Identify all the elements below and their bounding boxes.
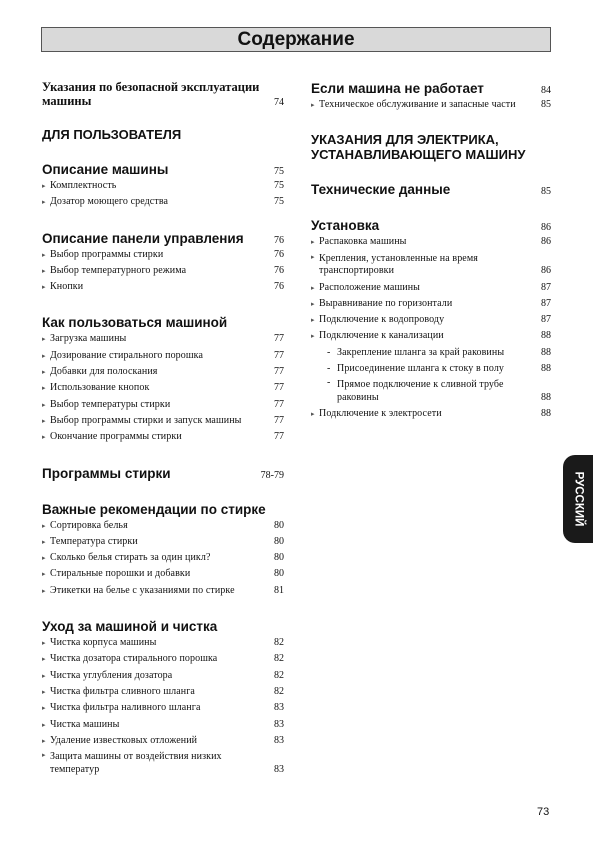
- entry-text: Загрузка машины: [50, 333, 127, 345]
- section-title: Установка: [311, 218, 380, 234]
- section-title: ДЛЯ ПОЛЬЗОВАТЕЛЯ: [42, 127, 182, 142]
- entry-label: [42, 331, 126, 347]
- section-title: Уход за машиной и чистка: [42, 619, 218, 635]
- entry-page: 83: [274, 702, 284, 714]
- toc-entry: [42, 194, 284, 210]
- bullet-icon: ▸: [42, 671, 46, 680]
- toc-entry: [42, 348, 284, 364]
- entry-label: [311, 280, 420, 296]
- entry-page: 82: [274, 685, 284, 697]
- entry-text: Выбор температуры стирки: [50, 398, 171, 410]
- bullet-icon: ▸: [42, 384, 46, 393]
- bullet-icon: ▸: [42, 554, 46, 563]
- entry-text: Крепления, установленные на время транспортировки: [319, 252, 478, 277]
- toc-section: [42, 80, 284, 108]
- bullet-icon: ▸: [311, 332, 315, 341]
- section-title: Важные рекомендации по стирке: [42, 501, 266, 517]
- entry-label: [42, 279, 83, 295]
- entry-label: [42, 566, 190, 582]
- entry-text: Комплектность: [50, 180, 117, 191]
- toc-entry: [42, 566, 284, 582]
- entry-label: [311, 361, 504, 377]
- entry-page: 88: [541, 408, 551, 420]
- bullet-icon: ▸: [42, 250, 46, 259]
- bullet-icon: ▸: [42, 182, 46, 190]
- bullet-icon: ▸: [42, 368, 46, 377]
- entry-text: Чистка фильтра сливного шланга: [50, 685, 195, 697]
- entry-text: Подключение к водопроводу: [319, 314, 445, 326]
- section-title: Описание панели управления: [42, 230, 244, 246]
- toc-entry: [42, 651, 284, 667]
- entry-label: [42, 380, 149, 396]
- entry-page: 83: [274, 734, 284, 746]
- entry-label: [42, 364, 158, 380]
- toc-entry: [42, 263, 284, 279]
- entry-text: Закрепление шланга за край раковины: [337, 346, 505, 358]
- entry-label: [311, 234, 406, 250]
- entry-text: Температура стирки: [50, 535, 138, 547]
- toc-entry: [42, 413, 284, 429]
- toc-entry: [42, 700, 284, 716]
- bullet-icon: ▸: [42, 736, 46, 745]
- toc-entry: [42, 717, 284, 733]
- entry-page: 82: [274, 637, 284, 649]
- bullet-icon: ▸: [42, 570, 46, 579]
- language-tab-label: РУССКИЙ: [572, 471, 584, 527]
- bullet-icon: ▸: [42, 433, 46, 442]
- entry-label: [42, 348, 203, 364]
- section-page: 75: [274, 166, 284, 177]
- toc-section: [311, 181, 551, 198]
- entry-label: [311, 377, 535, 406]
- entry-label: [42, 583, 235, 599]
- entry-page: 88: [541, 346, 551, 358]
- entry-text: Сортировка белья: [50, 519, 128, 531]
- toc-entry: [42, 279, 284, 295]
- entry-label: [42, 550, 211, 566]
- section-heading: [42, 230, 284, 247]
- bullet-icon: ▸: [311, 101, 315, 109]
- entry-text: Чистка фильтра наливного шланга: [50, 702, 201, 714]
- entry-label: [42, 397, 170, 413]
- bullet-icon: ▸: [42, 537, 46, 546]
- section-heading: [42, 80, 284, 108]
- toc-entry: [42, 583, 284, 599]
- section-heading: [311, 217, 551, 234]
- section-title: Описание машины: [42, 162, 169, 177]
- entry-label: [42, 194, 168, 210]
- toc-entry: [311, 345, 551, 361]
- entry-text: Чистка машины: [50, 718, 120, 730]
- bullet-icon: ▸: [42, 400, 46, 409]
- section-heading: [42, 314, 284, 331]
- bullet-icon: ▸: [42, 198, 46, 207]
- toc-section: [42, 618, 284, 778]
- toc-entry: [42, 518, 284, 534]
- section-page: 85: [541, 186, 551, 198]
- entry-page: 77: [274, 414, 284, 426]
- entry-text: Выбор программы стирки и запуск машины: [50, 414, 242, 426]
- entry-label: [42, 668, 172, 684]
- entry-text: Подключение к канализации: [319, 330, 444, 342]
- entry-text: Чистка углубления дозатора: [50, 669, 173, 681]
- entry-text: Кнопки: [50, 281, 84, 293]
- language-tab: [563, 455, 593, 543]
- entry-label: [42, 413, 242, 429]
- entry-label: [311, 97, 516, 113]
- entry-page: 77: [274, 333, 284, 345]
- entry-page: 75: [274, 180, 284, 191]
- toc-section: [311, 80, 551, 113]
- toc-section: [311, 132, 551, 162]
- entry-label: [311, 251, 535, 280]
- toc-entry: [311, 406, 551, 422]
- entry-page: 75: [274, 196, 284, 208]
- page-number: 73: [537, 806, 550, 818]
- entry-text: Стиральные порошки и добавки: [50, 568, 191, 580]
- toc-entry: [42, 247, 284, 263]
- entry-label: [42, 749, 268, 778]
- toc-entry: [42, 684, 284, 700]
- entry-text: Выравнивание по горизонтали: [319, 297, 453, 309]
- bullet-icon: ▸: [42, 639, 46, 648]
- toc-entry: [42, 668, 284, 684]
- entry-page: 83: [274, 718, 284, 730]
- toc-column-right: [311, 80, 551, 442]
- bullet-icon: ▸: [311, 410, 315, 419]
- toc-entry: [42, 178, 284, 194]
- entry-page: 80: [274, 519, 284, 531]
- bullet-icon: ▸: [311, 238, 315, 247]
- entry-page: 88: [541, 363, 551, 375]
- entry-page: 81: [274, 584, 284, 596]
- toc-section: [42, 465, 284, 482]
- entry-page: 87: [541, 297, 551, 309]
- dash-bullet-icon: -: [327, 363, 331, 375]
- section-heading: [42, 127, 284, 142]
- entry-page: 83: [274, 763, 284, 775]
- section-page: 76: [274, 234, 284, 246]
- entry-label: [42, 518, 128, 534]
- entry-text: Дозатор моющего средства: [50, 196, 169, 208]
- entry-page: 80: [274, 535, 284, 547]
- entry-page: 85: [541, 99, 551, 110]
- section-heading: [42, 618, 284, 635]
- toc-entry: [42, 733, 284, 749]
- entry-text: Чистка дозатора стирального порошка: [50, 653, 218, 665]
- entry-label: [42, 247, 163, 263]
- section-heading: [42, 161, 284, 178]
- section-title: Если машина не работает: [311, 81, 484, 96]
- entry-page: 77: [274, 366, 284, 378]
- toc-section: [42, 161, 284, 211]
- section-heading: [311, 132, 551, 162]
- section-heading: [42, 465, 284, 482]
- entry-label: [311, 406, 442, 422]
- entry-page: 86: [541, 265, 551, 277]
- toc-entry: [42, 749, 284, 778]
- section-title: Указания по безопасной эксплуатации машины: [42, 80, 260, 108]
- entry-page: 77: [274, 431, 284, 443]
- entry-label: [42, 733, 197, 749]
- entry-text: Выбор температурного режима: [50, 264, 187, 276]
- bullet-icon: ▸: [42, 687, 46, 696]
- bullet-icon: ▸: [42, 751, 46, 760]
- entry-text: Выбор программы стирки: [50, 248, 164, 260]
- entry-text: Дозирование стирального порошка: [50, 349, 204, 361]
- entry-label: [42, 700, 201, 716]
- bullet-icon: ▸: [42, 704, 46, 713]
- toc-section: [42, 501, 284, 599]
- entry-text: Использование кнопок: [50, 382, 150, 394]
- toc-section: [42, 127, 284, 142]
- toc-section: [42, 314, 284, 445]
- entry-text: Распаковка машины: [319, 236, 407, 248]
- toc-entry: [311, 328, 551, 344]
- entry-page: 80: [274, 568, 284, 580]
- bullet-icon: ▸: [42, 586, 46, 595]
- entry-text: Сколько белья стирать за один цикл?: [50, 552, 211, 564]
- dash-bullet-icon: -: [327, 346, 331, 358]
- section-heading: [42, 501, 284, 518]
- section-page: 78-79: [260, 469, 284, 481]
- entry-text: Присоединение шланга к стоку в полу: [337, 363, 505, 375]
- entry-label: [311, 296, 452, 312]
- bullet-icon: ▸: [42, 351, 46, 360]
- bullet-icon: ▸: [311, 283, 315, 292]
- toc-entry: [42, 534, 284, 550]
- section-title: Технические данные: [311, 182, 451, 198]
- entry-text: Чистка корпуса машины: [50, 637, 157, 649]
- entry-text: Подключение к электросети: [319, 408, 442, 420]
- bullet-icon: ▸: [311, 299, 315, 308]
- entry-page: 80: [274, 552, 284, 564]
- entry-label: [42, 635, 156, 651]
- toc-entry: [311, 234, 551, 250]
- bullet-icon: ▸: [42, 335, 46, 344]
- entry-page: 76: [274, 281, 284, 293]
- entry-page: 88: [541, 392, 551, 404]
- entry-page: 76: [274, 248, 284, 260]
- toc-entry: [42, 380, 284, 396]
- toc-entry: [311, 312, 551, 328]
- entry-text: Защита машины от воздействия низких температур: [50, 751, 222, 775]
- bullet-icon: ▸: [311, 316, 315, 325]
- entry-label: [42, 717, 119, 733]
- toc-entry: [42, 550, 284, 566]
- section-page: 74: [274, 97, 284, 108]
- entry-label: [42, 263, 186, 279]
- entry-page: 77: [274, 349, 284, 361]
- toc-section: [42, 230, 284, 296]
- section-page: 84: [541, 85, 551, 96]
- entry-text: Удаление известковых отложений: [50, 734, 198, 746]
- section-page: 86: [541, 222, 551, 234]
- toc-section: [311, 217, 551, 422]
- section-heading: [311, 80, 551, 97]
- bullet-icon: ▸: [42, 266, 46, 275]
- entry-page: 86: [541, 236, 551, 248]
- section-title: Как пользоваться машиной: [42, 315, 228, 331]
- entry-label: [42, 429, 182, 445]
- toc-entry: [311, 296, 551, 312]
- entry-text: Прямое подключение к сливной трубе раковины: [337, 379, 504, 403]
- entry-label: [311, 312, 444, 328]
- entry-label: [42, 684, 195, 700]
- section-title: УКАЗАНИЯ ДЛЯ ЭЛЕКТРИКА, УСТАНАВЛИВАЮЩЕГО МАШИНУ: [311, 132, 526, 163]
- entry-page: 77: [274, 398, 284, 410]
- entry-text: Расположение машины: [319, 281, 420, 293]
- bullet-icon: ▸: [42, 655, 46, 664]
- entry-label: [42, 178, 116, 194]
- toc-entry: [42, 331, 284, 347]
- toc-entry: [42, 635, 284, 651]
- entry-label: [42, 651, 217, 667]
- entry-page: 87: [541, 281, 551, 293]
- toc-entry: [311, 280, 551, 296]
- toc-entry: [311, 251, 551, 280]
- dash-bullet-icon: -: [327, 377, 331, 389]
- entry-text: Этикетки на белье с указаниями по стирке: [50, 584, 235, 596]
- toc-entry: [42, 397, 284, 413]
- section-heading: [311, 181, 551, 198]
- toc-entry: [42, 429, 284, 445]
- toc-entry: [42, 364, 284, 380]
- toc-entry: [311, 97, 551, 113]
- entry-page: 77: [274, 382, 284, 394]
- page-title: Содержание: [41, 27, 551, 52]
- bullet-icon: ▸: [42, 521, 46, 530]
- entry-page: 82: [274, 653, 284, 665]
- bullet-icon: ▸: [42, 416, 46, 425]
- entry-label: [311, 345, 504, 361]
- entry-text: Добавки для полоскания: [50, 366, 158, 378]
- entry-text: Окончание программы стирки: [50, 431, 182, 443]
- bullet-icon: ▸: [311, 252, 315, 261]
- entry-page: 88: [541, 330, 551, 342]
- bullet-icon: ▸: [42, 283, 46, 292]
- entry-page: 87: [541, 314, 551, 326]
- bullet-icon: ▸: [42, 720, 46, 729]
- entry-label: [311, 328, 444, 344]
- section-title: Программы стирки: [42, 465, 171, 481]
- entry-page: 82: [274, 669, 284, 681]
- entry-label: [42, 534, 138, 550]
- toc-entry: [311, 377, 551, 406]
- entry-page: 76: [274, 264, 284, 276]
- toc-entry: [311, 361, 551, 377]
- entry-text: Техническое обслуживание и запасные части: [319, 99, 516, 110]
- toc-column-left: [42, 80, 284, 797]
